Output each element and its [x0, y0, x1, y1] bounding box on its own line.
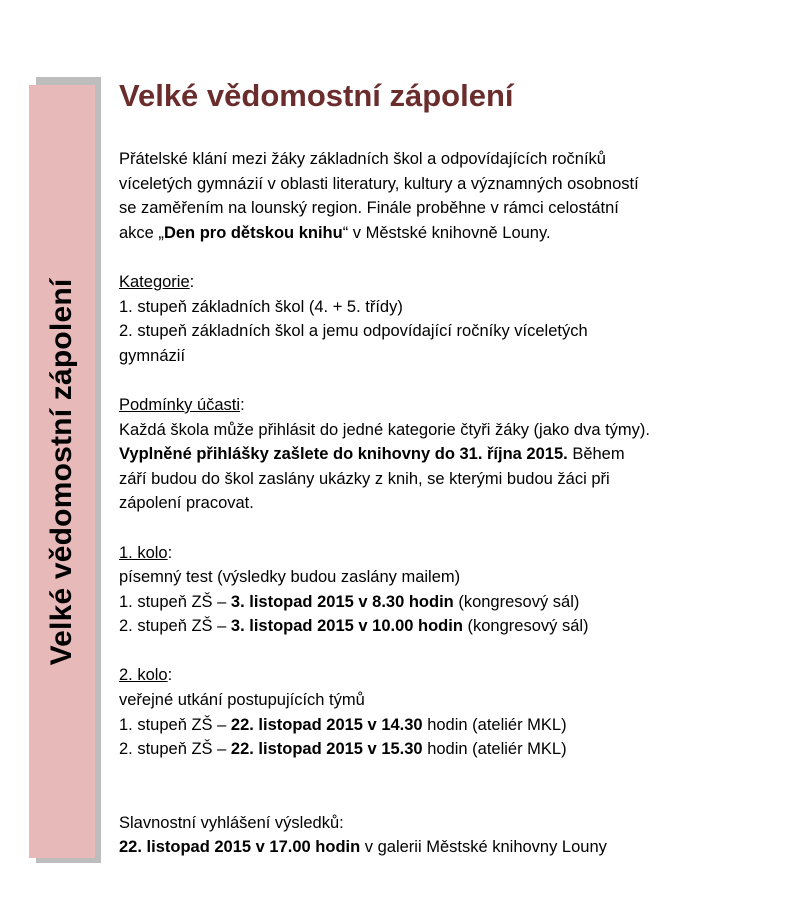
- announcement-heading: Slavnostní vyhlášení výsledků:: [119, 813, 344, 832]
- category-line: 2. stupeň základních škol a jemu odpovídající ročníky víceletých: [119, 322, 588, 341]
- schedule-place: hodin (ateliér MKL): [422, 715, 567, 734]
- intro-text: akce „: [119, 223, 164, 242]
- section-heading-kolo2: [119, 663, 759, 688]
- podminky-heading: Podmínky účasti: [119, 395, 241, 414]
- section-heading-kolo1: [119, 541, 759, 566]
- schedule-datetime: 3. listopad 2015 v 8.30 hodin: [230, 592, 454, 611]
- category-line: 1. stupeň základních škol (4. + 5. třídy): [119, 297, 403, 316]
- intro-line: [119, 221, 759, 246]
- page-title: Velké vědomostní zápolení: [119, 78, 514, 113]
- round-description: písemný test (výsledky budou zaslány mailem): [119, 568, 461, 587]
- heading-colon: :: [167, 666, 173, 685]
- intro-line: Přátelské klání mezi žáky základních škol a odpovídajících ročníků: [119, 150, 606, 168]
- category-line: gymnázií: [119, 346, 186, 365]
- announcement-datetime: 22. listopad 2015 v 17.00 hodin: [119, 838, 361, 857]
- document-body: [119, 147, 759, 860]
- conditions-line: [119, 442, 759, 467]
- round-description: veřejné utkání postupujících týmů: [119, 691, 365, 710]
- heading-colon: :: [189, 272, 195, 291]
- schedule-place: (kongresový sál): [462, 617, 589, 636]
- announcement-place: v galerii Městské knihovny Louny: [360, 838, 607, 857]
- kolo1-heading: 1. kolo: [119, 543, 168, 562]
- schedule-level: 2. stupeň ZŠ –: [119, 740, 231, 759]
- kolo2-heading: 2. kolo: [119, 666, 168, 685]
- schedule-datetime: 22. listopad 2015 v 14.30: [230, 715, 423, 734]
- announcement-line: [119, 835, 759, 860]
- kategorie-heading: Kategorie: [119, 272, 190, 291]
- schedule-row: [119, 713, 759, 738]
- schedule-row: [119, 614, 759, 639]
- schedule-place: (kongresový sál): [453, 592, 580, 611]
- side-title: Velké vědomostní zápolení: [45, 278, 78, 666]
- heading-colon: :: [240, 395, 245, 414]
- conditions-line: Každá škola může přihlásit do jedné kategorie čtyři žáky (jako dva týmy).: [119, 420, 650, 439]
- event-name: Den pro dětskou knihu: [163, 223, 343, 242]
- heading-colon: :: [167, 543, 173, 562]
- deadline-text: Vyplněné přihlášky zašlete do knihovny do 31. října 2015.: [119, 445, 568, 464]
- schedule-row: [119, 590, 759, 615]
- schedule-row: [119, 737, 759, 762]
- intro-line: se zaměřením na lounský region. Finále proběhne v rámci celostátní: [119, 199, 619, 218]
- schedule-datetime: 3. listopad 2015 v 10.00 hodin: [230, 617, 463, 636]
- conditions-text: Během: [567, 445, 625, 464]
- schedule-level: 1. stupeň ZŠ –: [119, 592, 231, 611]
- conditions-line: zápolení pracovat.: [119, 494, 254, 513]
- schedule-datetime: 22. listopad 2015 v 15.30: [230, 740, 423, 759]
- section-heading-kategorie: [119, 270, 759, 295]
- schedule-level: 2. stupeň ZŠ –: [119, 617, 231, 636]
- conditions-line: září budou do škol zaslány ukázky z knih, se kterými budou žáci při: [119, 469, 610, 488]
- intro-text: “ v Městské knihovně Louny.: [342, 223, 551, 242]
- schedule-place: hodin (ateliér MKL): [422, 740, 567, 759]
- schedule-level: 1. stupeň ZŠ –: [119, 715, 231, 734]
- section-heading-podminky: [119, 393, 759, 418]
- intro-line: víceletých gymnázií v oblasti literatury, kultury a významných osobností: [119, 174, 639, 193]
